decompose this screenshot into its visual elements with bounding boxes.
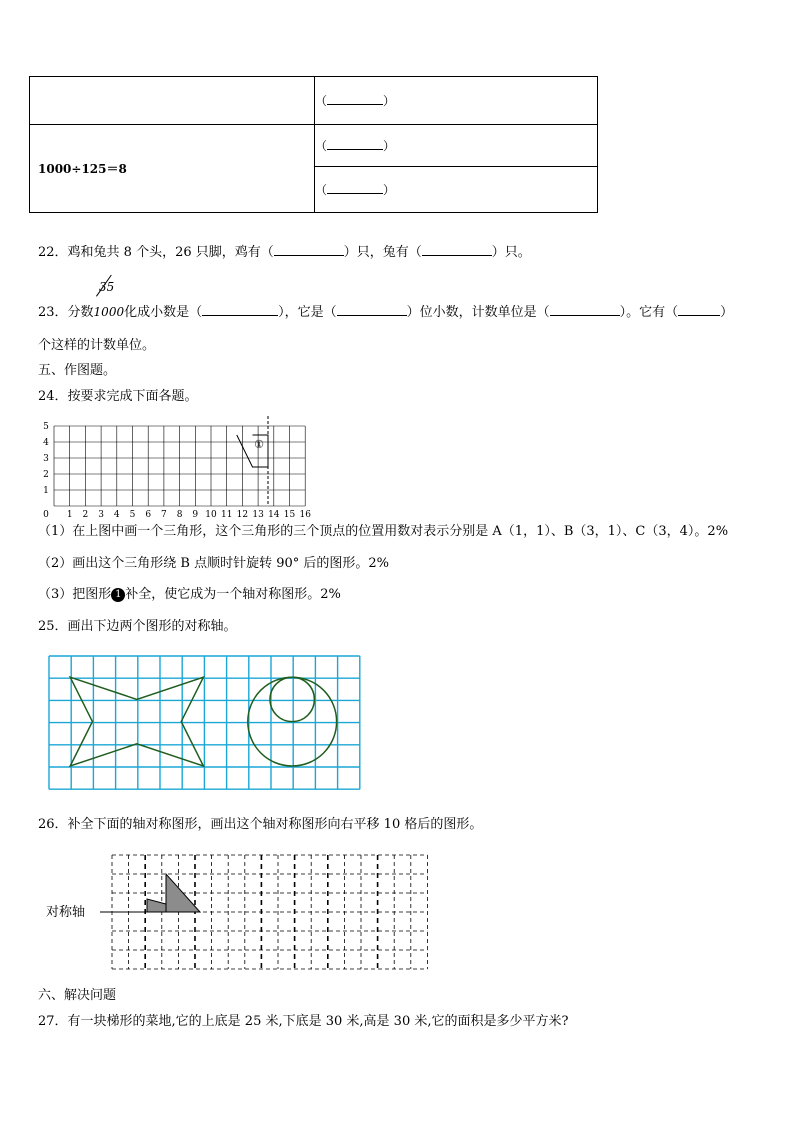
q27-text: 27．有一块梯形的菜地,它的上底是 25 米,下底是 30 米,高是 30 米,它的面积是多少平方米? bbox=[38, 1014, 569, 1029]
x-tick-label: 7 bbox=[161, 510, 167, 520]
x-tick-label: 6 bbox=[145, 510, 152, 520]
q26-title: 26．补全下面的轴对称图形，画出这个轴对称图形向右平移 10 格后的图形。 bbox=[38, 817, 483, 832]
answer-blank[interactable] bbox=[327, 139, 383, 150]
fraction-denominator: 1000 bbox=[93, 305, 125, 319]
q21-answer-cell-3[interactable]: （ ） bbox=[315, 167, 598, 213]
answer-blank[interactable] bbox=[327, 94, 383, 105]
q26-grid[interactable] bbox=[100, 852, 436, 974]
q24-part1: （1）在上图中画一个三角形，这个三角形的三个顶点的位置用数对表示分别是 A（1，1）、B（3，1）、C（3，4）。2% bbox=[38, 524, 729, 539]
y-tick-label: 2 bbox=[43, 470, 49, 480]
q24-coordinate-grid[interactable] bbox=[28, 414, 328, 520]
x-tick-label: 8 bbox=[176, 510, 183, 520]
section-5-heading: 五、作图题。 bbox=[38, 363, 117, 378]
q23-line2: 个这样的计数单位。 bbox=[38, 338, 156, 353]
x-tick-label: 2 bbox=[82, 510, 89, 520]
star-figure bbox=[70, 677, 203, 766]
small-circle bbox=[270, 677, 314, 721]
small-shaded-shape bbox=[147, 899, 166, 912]
y-tick-label: 4 bbox=[43, 438, 49, 448]
symmetry-axis-label: 对称轴 bbox=[46, 905, 86, 920]
q24-part3: （3）把图形 1 补全，使它成为一个轴对称图形。2% bbox=[38, 587, 341, 602]
answer-blank[interactable] bbox=[678, 305, 720, 316]
q24-part2: （2）画出这个三角形绕 B 点顺时针旋转 90° 后的图形。2% bbox=[38, 556, 390, 571]
section-6-heading: 六、解决问题 bbox=[38, 988, 117, 1003]
q21-empty-cell bbox=[30, 77, 315, 125]
x-tick-label: 15 bbox=[283, 510, 296, 520]
answer-blank[interactable] bbox=[202, 305, 278, 316]
x-tick-label: 12 bbox=[236, 510, 249, 520]
x-tick-label: 9 bbox=[192, 510, 199, 520]
q24-title: 24．按要求完成下面各题。 bbox=[38, 389, 198, 404]
fraction-numerator: 35 bbox=[99, 280, 115, 294]
q21-expression: 1000÷125＝8 bbox=[30, 125, 315, 213]
q21-table bbox=[29, 76, 598, 213]
y-tick-label: 5 bbox=[43, 422, 49, 432]
y-tick-label: 1 bbox=[43, 486, 49, 496]
q21-answer-cell-2[interactable]: （ ） bbox=[315, 125, 598, 167]
x-tick-label: 10 bbox=[205, 510, 217, 520]
x-tick-label: 13 bbox=[252, 510, 264, 520]
x-tick-label: 5 bbox=[129, 510, 136, 520]
y-tick-label: 3 bbox=[43, 454, 49, 464]
x-tick-label: 1 bbox=[66, 510, 73, 520]
answer-blank[interactable] bbox=[337, 305, 407, 316]
x-tick-label: 3 bbox=[98, 510, 104, 520]
answer-blank[interactable] bbox=[274, 245, 344, 256]
x-tick-label: 0 bbox=[43, 510, 49, 520]
q25-grid[interactable] bbox=[48, 655, 362, 791]
q21-answer-cell-1[interactable]: （ ） bbox=[315, 77, 598, 125]
q23-text: 23．分数1000化成小数是（ ），它是（ ）位小数，计数单位是（ ）。它有（ ） bbox=[38, 305, 734, 320]
x-tick-label: 4 bbox=[113, 510, 120, 520]
answer-blank[interactable] bbox=[327, 183, 383, 194]
x-tick-label: 11 bbox=[220, 510, 233, 520]
shape-1-label: ① bbox=[254, 438, 264, 451]
x-tick-label: 14 bbox=[268, 510, 280, 520]
circled-1-icon: 1 bbox=[111, 588, 125, 602]
q22-text: 22．鸡和兔共 8 个头，26 只脚，鸡有（ ）只，兔有（ ）只。 bbox=[38, 245, 531, 260]
answer-blank[interactable] bbox=[422, 245, 492, 256]
q25-title: 25．画出下边两个图形的对称轴。 bbox=[38, 619, 237, 634]
answer-blank[interactable] bbox=[550, 305, 620, 316]
x-tick-label: 16 bbox=[299, 510, 311, 520]
